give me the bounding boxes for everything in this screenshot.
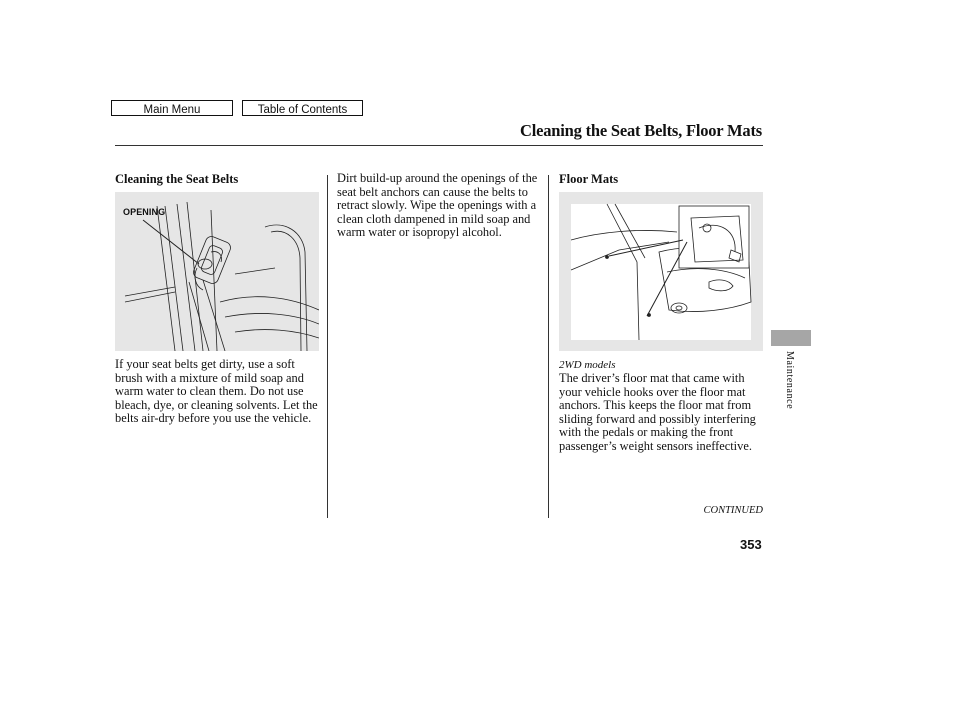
seat-belts-paragraph: If your seat belts get dirty, use a soft brush with a mixture of mild soap and warm water to clean them. Do not use bleach, dye, or cleaning solvents. Let the belts air-dry before you use the vehicle. [115, 357, 318, 425]
belt-anchor-paragraph: Dirt build-up around the openings of the seat belt anchors can cause the belts to retract slowly. Wipe the openings with a clean cloth dampened in mild soap and warm water or isopropyl alcohol. [337, 171, 538, 239]
column-divider [548, 175, 549, 518]
continued-label: CONTINUED [703, 505, 763, 516]
section-tab-label: Maintenance [784, 351, 795, 410]
column-divider [327, 175, 328, 518]
section-tab [771, 330, 811, 346]
floor-mat-figure [559, 192, 763, 351]
main-menu-button[interactable]: Main Menu [111, 100, 233, 116]
floor-mats-paragraph: The driver’s floor mat that came with your vehicle hooks over the floor mat anchors. This keeps the floor mat from sliding forward and possibly interfering with the pedals or making the front passenger’s weight sensors ineffective. [559, 371, 756, 453]
model-label: 2WD models [559, 359, 616, 371]
page-number: 353 [740, 537, 762, 552]
opening-callout: OPENING [123, 207, 166, 217]
floor-mats-heading: Floor Mats [559, 172, 619, 186]
seat-belt-figure [115, 192, 319, 351]
floor-mat-illustration [559, 192, 763, 351]
table-of-contents-button[interactable]: Table of Contents [242, 100, 363, 116]
page-title: Cleaning the Seat Belts, Floor Mats [519, 121, 762, 140]
title-rule [115, 145, 763, 146]
seat-belts-heading: Cleaning the Seat Belts [115, 172, 239, 186]
